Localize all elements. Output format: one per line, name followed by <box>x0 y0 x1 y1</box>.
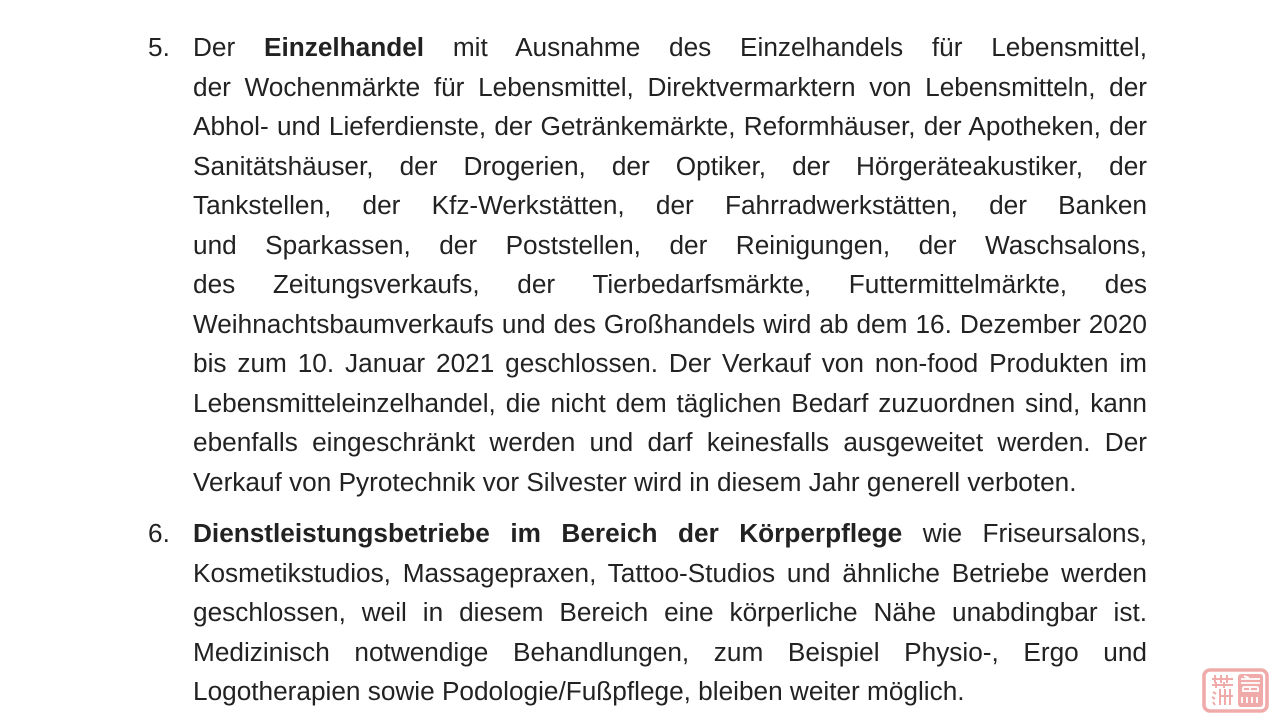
text-line <box>193 633 1147 673</box>
list-item <box>148 28 1147 502</box>
text-line <box>193 305 1147 345</box>
text-segment: Sanitätshäuser, der Drogerien, der Optiker, der Hörgeräteakustiker, der <box>193 150 1147 181</box>
text-segment: Verkauf von Pyrotechnik vor Silvester wird in diesem Jahr generell verboten. <box>193 466 1077 497</box>
text-line <box>193 186 1147 226</box>
seal-stamp-icon <box>1202 668 1270 714</box>
text-segment: der Wochenmärkte für Lebensmittel, Direktvermarktern von Lebensmitteln, der <box>193 71 1147 102</box>
list-item-text <box>193 514 1147 712</box>
text-line <box>193 147 1147 187</box>
text-line <box>193 68 1147 108</box>
text-line <box>193 344 1147 384</box>
text-segment: wie Friseursalons, <box>902 518 1147 548</box>
bold-text-segment: Dienstleistungsbetriebe im Bereich der Körperpflege <box>193 518 903 548</box>
text-segment: Logotherapien sowie Podologie/Fußpflege, bleiben weiter möglich. <box>193 676 965 706</box>
text-segment: geschlossen, weil in diesem Bereich eine körperliche Nähe unabdingbar ist. <box>193 597 1147 627</box>
numbered-paragraph-list <box>148 28 1147 712</box>
text-line <box>193 463 1147 503</box>
text-segment: ebenfalls eingeschränkt werden und darf keinesfalls ausgeweitet werden. Der <box>193 427 1147 457</box>
text-segment: mit Ausnahme des Einzelhandels für Lebensmittel, <box>424 32 1147 62</box>
text-line <box>193 265 1147 305</box>
text-line <box>193 554 1147 594</box>
text-line <box>193 28 1147 68</box>
bold-text-segment: Einzelhandel <box>263 32 425 62</box>
text-segment: und Sparkassen, der Poststellen, der Reinigungen, der Waschsalons, <box>193 229 1147 260</box>
list-item-number: 6. <box>148 518 170 548</box>
text-segment: Weihnachtsbaumverkaufs und des Großhandels wird ab dem 16. Dezember 2020 <box>193 308 1147 339</box>
list-item-text <box>193 28 1147 502</box>
text-line <box>193 672 1147 712</box>
text-line <box>193 423 1147 463</box>
list-item-number: 5. <box>148 32 170 62</box>
text-segment: des Zeitungsverkaufs, der Tierbedarfsmärkte, Futtermittelmärkte, des <box>193 269 1147 299</box>
text-segment: Lebensmitteleinzelhandel, die nicht dem täglichen Bedarf zuzuordnen sind, kann <box>193 387 1147 418</box>
list-item <box>148 514 1147 712</box>
text-line <box>193 514 1147 554</box>
text-segment: Kosmetikstudios, Massagepraxen, Tattoo-Studios und ähnliche Betriebe werden <box>193 557 1147 588</box>
seal-stamp-watermark <box>1202 668 1270 714</box>
text-segment: Tankstellen, der Kfz-Werkstätten, der Fahrradwerkstätten, der Banken <box>193 190 1147 220</box>
text-segment: bis zum 10. Januar 2021 geschlossen. Der Verkauf von non-food Produkten im <box>193 348 1147 378</box>
text-line <box>193 226 1147 266</box>
text-line <box>193 384 1147 424</box>
text-line <box>193 107 1147 147</box>
text-segment: Abhol- und Lieferdienste, der Getränkemärkte, Reformhäuser, der Apotheken, der <box>193 111 1147 141</box>
text-segment: Der <box>193 32 264 62</box>
text-segment: Medizinisch notwendige Behandlungen, zum Beispiel Physio-, Ergo und <box>193 636 1147 667</box>
text-line <box>193 593 1147 633</box>
